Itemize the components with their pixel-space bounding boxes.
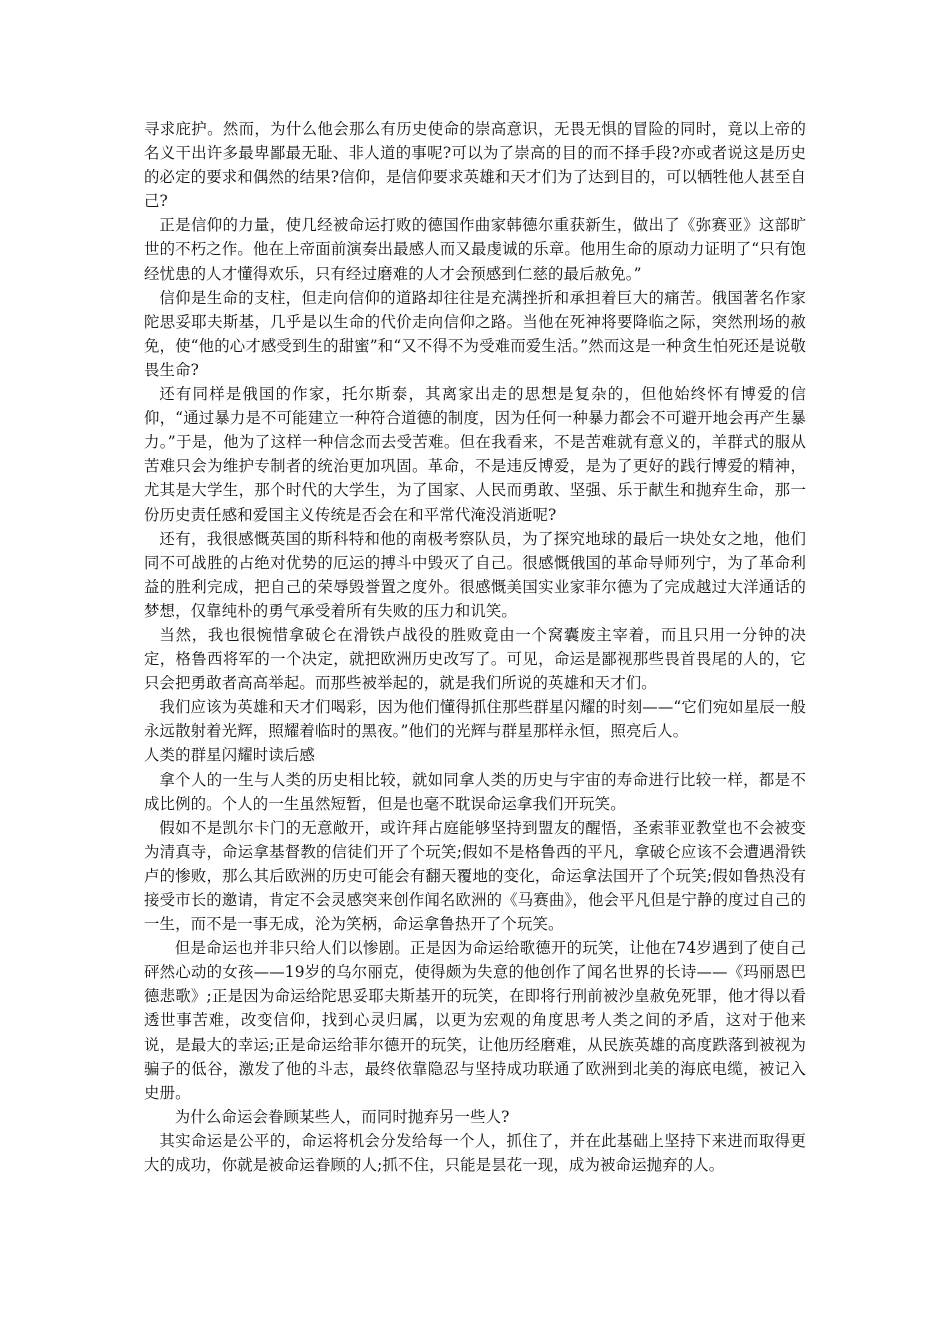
paragraph-napoleon: 当然，我也很惋惜拿破仑在滑铁卢战役的胜败竟由一个窝囊废主宰着，而且只用一分钟的决定，格鲁西将军的一个决定，就把欧洲历史改写了。可见，命运是鄙视那些畏首畏尾的人的，它只会把勇敢者高高举起。而那些被举起的，就是我们所说的英雄和天才们。: [144, 625, 806, 693]
section-heading: 人类的群星闪耀时读后感: [144, 746, 315, 765]
paragraph-life-vs-history: 拿个人的一生与人类的历史相比较，就如同拿人类的历史与宇宙的寿命进行比较一样，都是不成比例的。个人的一生虽然短暂，但是也毫不耽误命运拿我们开玩笑。: [144, 770, 806, 813]
paragraph-fate-gifts: 但是命运也并非只给人们以惨剧。正是因为命运给歌德开的玩笑，让他在74岁遇到了使自己砰然心动的女孩——19岁的乌尔丽克，使得颇为失意的他创作了闻名世界的长诗——《玛丽恩巴德悲歌》;正是因为命运给陀思妥耶夫斯基开的玩笑，在即将行刑前被沙皇赦免死罪，他才得以看透世事苦难，改变信仰，找到心灵归属，以更为宏观的角度思考人类之间的矛盾，这对于他来说，是最大的幸运;正是命运给菲尔德开的玩笑，让他历经磨难，从民族英雄的高度跌落到被视为骗子的低谷，激发了他的斗志，最终依靠隐忍与坚持成功联通了欧洲到北美的海底电缆，被记入史册。: [144, 939, 806, 1102]
paragraph-dostoevsky: 信仰是生命的支柱，但走向信仰的道路却往往是充满挫折和承担着巨大的痛苦。俄国著名作家陀思妥耶夫斯基，几乎是以生命的代价走向信仰之路。当他在死神将要降临之际，突然刑场的赦免，使“他的心才感受到生的甜蜜”和“又不得不为受难而爱生活。”然而这是一种贪生怕死还是说敬畏生命?: [144, 288, 806, 379]
paragraph-fate-jokes: 假如不是凯尔卡门的无意敞开，或许拜占庭能够坚持到盟友的醒悟，圣索菲亚教堂也不会被变为清真寺，命运拿基督教的信徒们开了个玩笑;假如不是格鲁西的平凡，拿破仑应该不会遭遇滑铁卢的惨败，那么其后欧洲的历史可能会有翻天覆地的变化，命运拿法国开了个玩笑;假如鲁热没有接受市长的邀请，肯定不会灵感突来创作闻名欧洲的《马赛曲》，他会平凡但是宁静的度过自己的一生，而不是一事无成，沦为笑柄，命运拿鲁热开了个玩笑。: [144, 818, 806, 934]
paragraph-question: 为什么命运会眷顾某些人，而同时抛弃另一些人?: [174, 1107, 510, 1126]
paragraph-fate-fair: 其实命运是公平的，命运将机会分发给每一个人，抓住了，并在此基础上坚持下来进而取得更大的成功，你就是被命运眷顾的人;抓不住，只能是昙花一现，成为被命运抛弃的人。: [144, 1131, 806, 1175]
document-page: [144, 117, 806, 1177]
paragraph-cheer-heroes: 我们应该为英雄和天才们喝彩，因为他们懂得抓住那些群星闪耀的时刻——“它们宛如星辰一般永远散射着光辉，照耀着临时的黑夜。”他们的光辉与群星那样永恒，照亮后人。: [144, 698, 806, 741]
paragraph-handel: 正是信仰的力量，使几经被命运打败的德国作曲家韩德尔重获新生，做出了《弥赛亚》这部旷世的不朽之作。他在上帝面前演奏出最感人而又最虔诚的乐章。他用生命的原动力证明了“只有饱经忧患的人才懂得欢乐，只有经过磨难的人才会预感到仁慈的最后赦免。”: [144, 216, 806, 283]
paragraph-continuation: 寻求庇护。然而，为什么他会那么有历史使命的崇高意识，无畏无惧的冒险的同时，竟以上帝的名义干出许多最卑鄙最无耻、非人道的事呢?可以为了崇高的目的而不择手段?亦或者说这是历史的必定的要求和偶然的结果?信仰，是信仰要求英雄和天才们为了达到目的，可以牺牲他人甚至自己?: [144, 120, 806, 211]
paragraph-tolstoy: 还有同样是俄国的作家，托尔斯泰，其离家出走的思想是复杂的，但他始终怀有博爱的信仰，“通过暴力是不可能建立一种符合道德的制度，因为任何一种暴力都会不可避开地会再产生暴力。”于是，他为了这样一种信念而去受苦难。但在我看来，不是苦难就有意义的，羊群式的服从苦难只会为维护专制者的统治更加巩固。革命，不是违反博爱，是为了更好的践行博爱的精神，尤其是大学生，那个时代的大学生，为了国家、人民而勇敢、坚强、乐于献生和抛弃生命，那一份历史责任感和爱国主义传统是否会在和平常代淹没消逝呢?: [144, 385, 806, 524]
paragraph-scott-lenin-field: 还有，我很感慨英国的斯科特和他的南极考察队员，为了探究地球的最后一块处女之地，他们同不可战胜的占绝对优势的厄运的搏斗中毁灭了自己。很感慨俄国的革命导师列宁，为了革命利益的胜利完成，把自己的荣辱毁誉置之度外。很感慨美国实业家菲尔德为了完成越过大洋通话的梦想，仅靠纯朴的勇气承受着所有失败的压力和讥笑。: [144, 529, 806, 620]
